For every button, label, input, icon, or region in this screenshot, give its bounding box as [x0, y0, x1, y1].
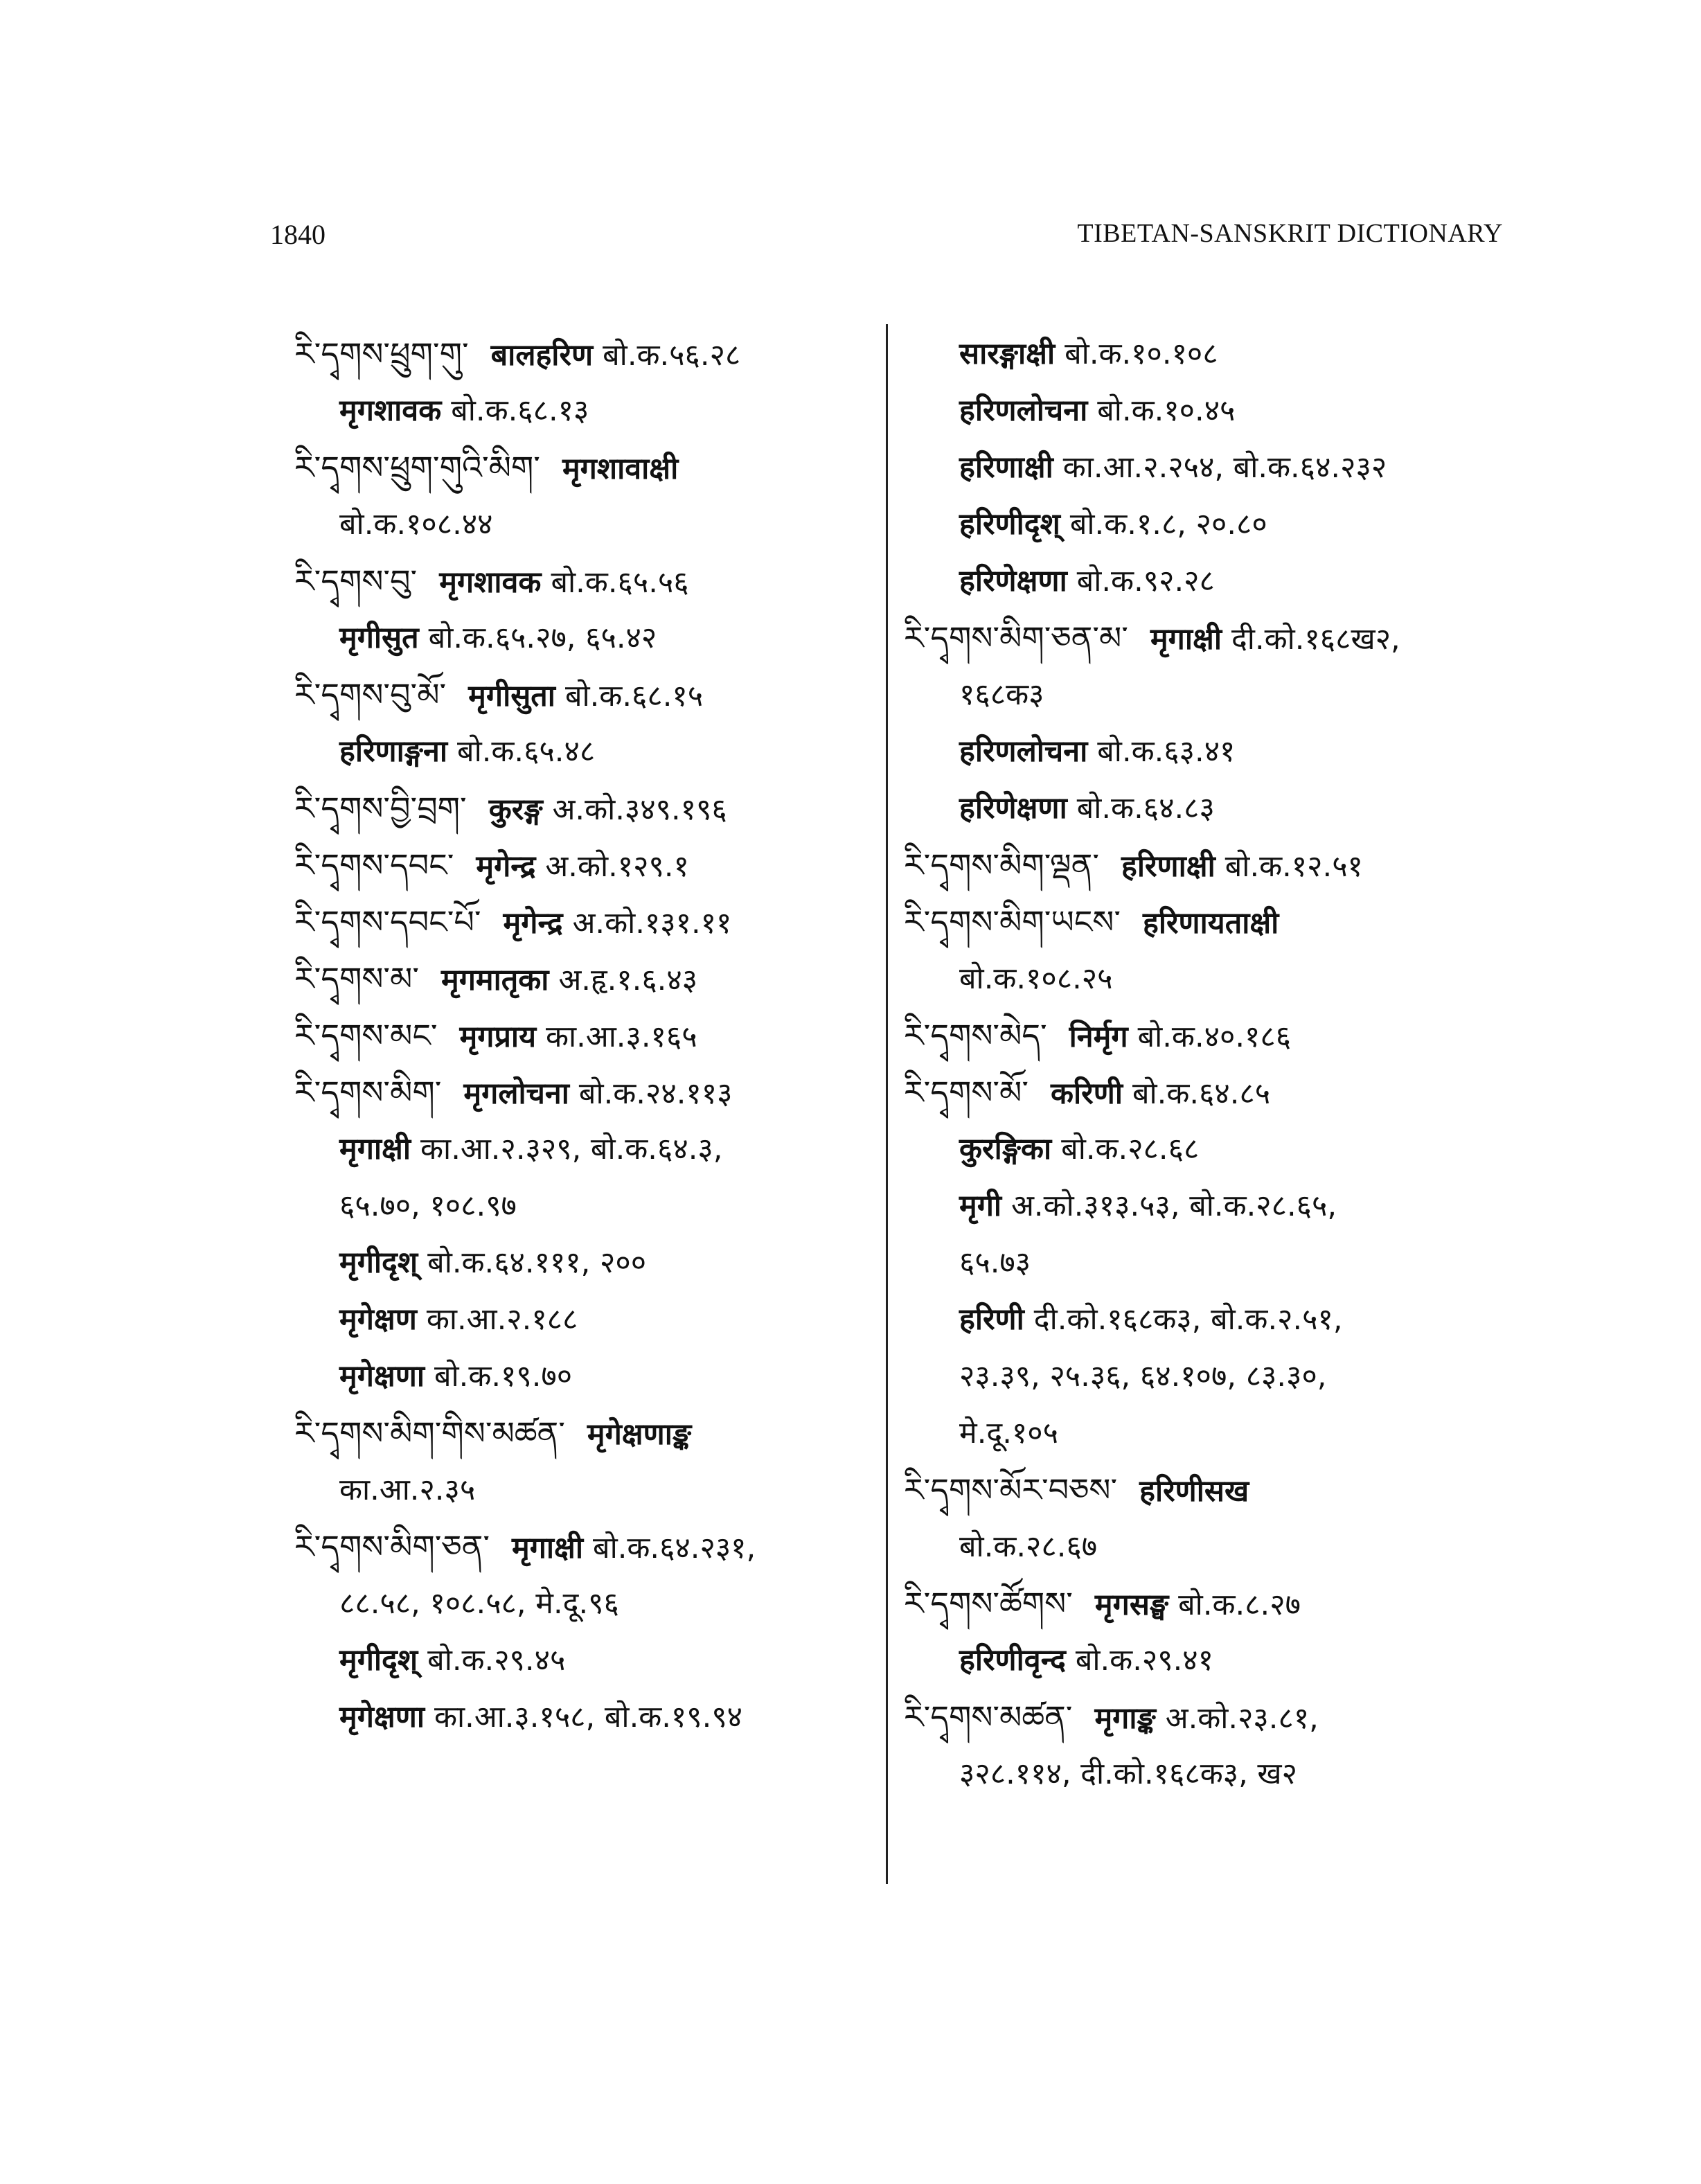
tibetan-headword: རི་དྭགས་མིག་ཅན་ [294, 1528, 490, 1565]
right-column [904, 326, 1486, 1802]
dictionary-line [904, 1632, 1486, 1689]
source-reference: अ.को.३४९.१९६ [552, 792, 727, 827]
sanskrit-equivalent: हरिणेक्षणा [959, 564, 1067, 598]
dictionary-line [294, 837, 876, 894]
dictionary-line [294, 1632, 876, 1689]
sanskrit-equivalent: मृगेन्द्र [503, 906, 563, 941]
dictionary-line [904, 553, 1486, 610]
sanskrit-equivalent: हरिणलोचना [959, 393, 1088, 428]
sanskrit-equivalent: सारङ्गाक्षी [959, 337, 1056, 371]
sanskrit-equivalent: मृगशावाक्षी [562, 452, 679, 486]
source-reference: का.आ.२.३५ [339, 1473, 476, 1507]
sanskrit-equivalent: मृगीसुता [468, 679, 555, 713]
dictionary-line [904, 950, 1486, 1007]
sanskrit-equivalent: हरिणलोचना [959, 734, 1088, 769]
source-reference: बो.क.१९.७० [434, 1359, 573, 1394]
sanskrit-equivalent: मृगेक्षणा [339, 1359, 425, 1394]
source-reference: बो.क.४०.१८६ [1137, 1020, 1292, 1054]
source-reference: ६५.७३ [959, 1245, 1031, 1280]
dictionary-line [294, 723, 876, 780]
sanskrit-equivalent: हरिणीदृश् [959, 507, 1060, 542]
dictionary-line [904, 666, 1486, 723]
dictionary-line [904, 837, 1486, 894]
source-reference: दी.को.१६८क३, बो.क.२.५१, [1033, 1302, 1343, 1337]
source-reference: ६५.७०, १०८.९७ [339, 1189, 517, 1223]
sanskrit-equivalent: मृगशावक [339, 393, 442, 428]
sanskrit-equivalent: हरिणाक्षी [1121, 849, 1215, 884]
sanskrit-equivalent: मृगेन्द्र [476, 849, 536, 884]
tibetan-headword: རི་དྭགས་མོར་བཅས་ [904, 1471, 1118, 1509]
dictionary-line [294, 1291, 876, 1348]
source-reference: का.आ.२.३२९, बो.क.६४.३, [420, 1132, 723, 1166]
dictionary-line [904, 1518, 1486, 1575]
tibetan-headword: རི་དྭགས་མང་ [294, 1017, 438, 1054]
source-reference: बो.क.१०८.४४ [339, 507, 493, 542]
source-reference: दी.को.१६८ख२, [1231, 622, 1400, 657]
source-reference: बो.क.६४.२३१, [593, 1531, 756, 1565]
dictionary-line [904, 1121, 1486, 1178]
source-reference: ३२८.११४, दी.को.१६८क३, ख२ [959, 1757, 1297, 1791]
sanskrit-equivalent: मृगाक्षी [339, 1132, 411, 1166]
source-reference: १६८क३ [959, 677, 1044, 712]
dictionary-line [294, 666, 876, 723]
tibetan-headword: རི་དྭགས་ཕྲུག་གུའི་མིག་ [294, 449, 540, 486]
sanskrit-equivalent: हरिणाङ्गना [339, 734, 448, 769]
sanskrit-equivalent: मृगप्राय [459, 1020, 537, 1054]
source-reference: अ.को.३१३.५३, बो.क.२८.६५, [1011, 1189, 1337, 1223]
dictionary-line [904, 1462, 1486, 1518]
sanskrit-equivalent: कुरङ्गिका [959, 1132, 1052, 1166]
sanskrit-equivalent: मृगेक्षणाङ्क [587, 1417, 692, 1452]
dictionary-line [904, 894, 1486, 950]
tibetan-headword: རི་དྭགས་ཚོགས་ [904, 1585, 1073, 1622]
tibetan-headword: རི་དྭགས་དབང་ [294, 846, 454, 884]
dictionary-line [294, 553, 876, 610]
source-reference: २३.३९, २५.३६, ६४.१०७, ८३.३०, [959, 1359, 1327, 1394]
sanskrit-equivalent: मृगेक्षणा [339, 1700, 425, 1734]
source-reference: अ.को.१३१.११ [572, 906, 732, 941]
column-divider [886, 324, 888, 1884]
sanskrit-equivalent: मृगशावक [439, 565, 542, 600]
sanskrit-equivalent: मृगाक्षी [511, 1531, 584, 1565]
dictionary-line [294, 496, 876, 553]
dictionary-line [294, 1405, 876, 1462]
tibetan-headword: རི་དྭགས་མིག་ཅན་མ་ [904, 619, 1128, 657]
source-reference: बो.क.६३.४१ [1097, 734, 1236, 769]
source-reference: बो.क.६४.१११, २०० [427, 1245, 647, 1280]
sanskrit-equivalent: हरिणाक्षी [959, 450, 1053, 485]
dictionary-line [904, 1007, 1486, 1064]
left-column [294, 326, 876, 1746]
source-reference: बो.क.६५.२७, ६५.४२ [428, 621, 657, 655]
dictionary-line [294, 1348, 876, 1405]
sanskrit-equivalent: मृगीदृश् [339, 1643, 418, 1678]
dictionary-line [904, 382, 1486, 439]
source-reference: ८८.५८, १०८.५८, मे.दू.९६ [339, 1586, 619, 1621]
sanskrit-equivalent: करिणी [1051, 1076, 1123, 1111]
dictionary-line [294, 1462, 876, 1518]
dictionary-line [294, 1234, 876, 1291]
dictionary-line [904, 1746, 1486, 1802]
dictionary-line [904, 610, 1486, 666]
dictionary-line [294, 950, 876, 1007]
dictionary-line [294, 894, 876, 950]
dictionary-line [294, 780, 876, 837]
source-reference: बो.क.६४.८३ [1076, 791, 1215, 826]
dictionary-line [904, 496, 1486, 553]
source-reference: अ.को.१२९.१ [545, 849, 689, 884]
tibetan-headword: རི་དྭགས་མཚན་ [904, 1698, 1073, 1736]
sanskrit-equivalent: कुरङ्ग [488, 792, 543, 827]
sanskrit-equivalent: हरिणायताक्षी [1142, 906, 1279, 941]
tibetan-headword: རི་དྭགས་བུ་ [294, 562, 418, 600]
source-reference: बो.क.६५.४८ [457, 734, 596, 769]
sanskrit-equivalent: बालहरिण [490, 338, 594, 373]
source-reference: बो.क.९२.२८ [1076, 564, 1215, 598]
dictionary-line [294, 1178, 876, 1234]
sanskrit-equivalent: हरिणेक्षणा [959, 791, 1067, 826]
source-reference: अ.को.२३.८१, [1165, 1701, 1319, 1736]
dictionary-line [904, 1575, 1486, 1632]
sanskrit-equivalent: मृगाङ्क [1094, 1701, 1156, 1736]
dictionary-line [294, 610, 876, 666]
sanskrit-equivalent: मृगमातृका [441, 963, 549, 997]
source-reference: बो.क.२८.६७ [959, 1529, 1098, 1564]
tibetan-headword: རི་དྭགས་མེད་ [904, 1017, 1047, 1054]
source-reference: बो.क.१०.४५ [1097, 393, 1236, 428]
dictionary-line [904, 1348, 1486, 1405]
dictionary-line [294, 382, 876, 439]
source-reference: बो.क.५६.२८ [603, 338, 741, 373]
sanskrit-equivalent: हरिणीवृन्द [959, 1643, 1066, 1678]
tibetan-headword: རི་དྭགས་བུ་མོ་ [294, 676, 447, 713]
dictionary-line [294, 1689, 876, 1746]
source-reference: बो.क.२८.६८ [1061, 1132, 1200, 1166]
tibetan-headword: རི་དྭགས་དབང་པོ་ [294, 903, 481, 941]
sanskrit-equivalent: मृगाक्षी [1150, 622, 1222, 657]
dictionary-line [294, 1007, 876, 1064]
tibetan-headword: རི་དྭགས་མིག་ཡངས་ [904, 903, 1121, 941]
dictionary-line [294, 1064, 876, 1121]
sanskrit-equivalent: मृगसङ्घ [1094, 1588, 1169, 1622]
sanskrit-equivalent: मृगेक्षण [339, 1302, 417, 1337]
source-reference: बो.क.८.२७ [1178, 1588, 1301, 1622]
source-reference: बो.क.६४.८५ [1132, 1076, 1271, 1111]
sanskrit-equivalent: मृगलोचना [463, 1076, 569, 1111]
tibetan-headword: རི་དྭགས་བྱི་བྲག་ [294, 790, 467, 827]
dictionary-line [904, 1689, 1486, 1746]
source-reference: बो.क.२९.४१ [1075, 1643, 1213, 1678]
source-reference: बो.क.६५.५६ [551, 565, 689, 600]
tibetan-headword: རི་དྭགས་མིག་ [294, 1074, 442, 1111]
sanskrit-equivalent: निर्मृग [1069, 1020, 1128, 1054]
dictionary-line [904, 780, 1486, 837]
source-reference: बो.क.६८.१३ [451, 393, 589, 428]
dictionary-line [904, 1405, 1486, 1462]
source-reference: का.आ.२.२५४, बो.क.६४.२३२ [1062, 450, 1387, 485]
source-reference: अ.हृ.१.६.४३ [558, 963, 698, 997]
dictionary-line [904, 723, 1486, 780]
sanskrit-equivalent: मृगीसुत [339, 621, 419, 655]
dictionary-line [904, 1234, 1486, 1291]
sanskrit-equivalent: मृगी [959, 1189, 1002, 1223]
dictionary-line [904, 1178, 1486, 1234]
source-reference: का.आ.२.१८८ [426, 1302, 578, 1337]
sanskrit-equivalent: हरिणी [959, 1302, 1024, 1337]
tibetan-headword: རི་དྭགས་མིག་ལྡན་ [904, 846, 1099, 884]
tibetan-headword: རི་དྭགས་ཕྲུག་གུ་ [294, 335, 469, 373]
page-number: 1840 [270, 219, 326, 250]
source-reference: का.आ.३.१६५ [546, 1020, 697, 1054]
dictionary-line [294, 326, 876, 382]
dictionary-line [294, 1575, 876, 1632]
tibetan-headword: རི་དྭགས་མོ་ [904, 1074, 1028, 1111]
dictionary-line [904, 439, 1486, 496]
source-reference: मे.दू.१०५ [959, 1416, 1058, 1450]
dictionary-line [294, 1121, 876, 1178]
source-reference: बो.क.२४.११३ [578, 1076, 733, 1111]
dictionary-line [904, 1064, 1486, 1121]
sanskrit-equivalent: मृगीदृश् [339, 1245, 418, 1280]
source-reference: बो.क.१२.५१ [1224, 849, 1363, 884]
sanskrit-equivalent: हरिणीसख [1139, 1474, 1249, 1509]
source-reference: बो.क.६८.१५ [564, 679, 704, 713]
source-reference: बो.क.२९.४५ [427, 1643, 566, 1678]
source-reference: बो.क.१०.१०८ [1065, 337, 1218, 371]
source-reference: बो.क.१.८, २०.८० [1069, 507, 1267, 542]
dictionary-line [294, 439, 876, 496]
tibetan-headword: རི་དྭགས་མ་ [294, 960, 419, 997]
dictionary-line [904, 326, 1486, 382]
tibetan-headword: རི་དྭགས་མིག་གིས་མཚན་ [294, 1414, 565, 1452]
dictionary-line [904, 1291, 1486, 1348]
source-reference: बो.क.१०८.२५ [959, 961, 1113, 996]
dictionary-line [294, 1518, 876, 1575]
running-head: TIBETAN-SANSKRIT DICTIONARY [1077, 219, 1503, 248]
source-reference: का.आ.३.१५८, बो.क.१९.९४ [434, 1700, 743, 1734]
